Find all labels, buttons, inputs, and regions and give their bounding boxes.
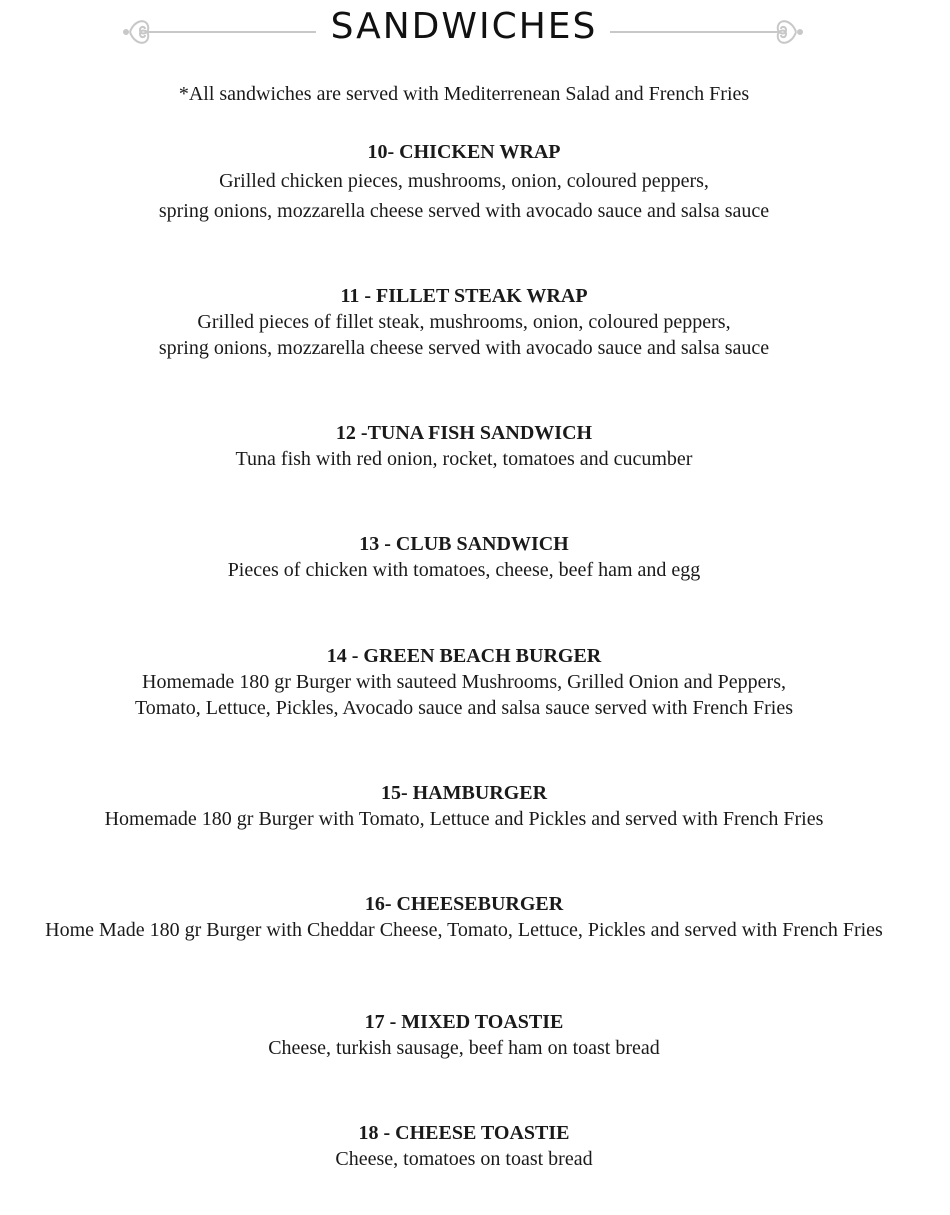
menu-item-title: 13 - CLUB SANDWICH [359, 533, 569, 555]
menu-item-title: 18 - CHEESE TOASTIE [358, 1122, 570, 1144]
menu-item-title: 15- HAMBURGER [380, 782, 548, 804]
menu-item [0, 283, 928, 361]
page-header [0, 0, 950, 62]
menu-item-description: Home Made 180 gr Burger with Cheddar Cheese, Tomato, Lettuce, Pickles and served with French Fries [45, 919, 883, 941]
menu-item [0, 643, 928, 721]
menu-item-title: 17 - MIXED TOASTIE [364, 1011, 564, 1033]
menu-item-description: Cheese, tomatoes on toast bread [335, 1148, 593, 1170]
menu-item-description: Homemade 180 gr Burger with Tomato, Lettuce and Pickles and served with French Fries [104, 808, 824, 830]
menu-item-title: 14 - GREEN BEACH BURGER [326, 645, 602, 667]
menu-item-title: 10- CHICKEN WRAP [367, 141, 561, 163]
menu-item [0, 891, 928, 943]
menu-item-title: 11 - FILLET STEAK WRAP [340, 285, 588, 307]
ornamental-scroll-icon [610, 12, 810, 52]
menu-item-description: Tomato, Lettuce, Pickles, Avocado sauce and salsa sauce served with French Fries [134, 697, 794, 719]
menu-item-description: spring onions, mozzarella cheese served with avocado sauce and salsa sauce [158, 200, 770, 222]
menu-note: *All sandwiches are served with Mediterrenean Salad and French Fries [178, 83, 750, 105]
menu-item-description: Pieces of chicken with tomatoes, cheese, beef ham and egg [227, 559, 701, 581]
menu-item-description: Grilled pieces of fillet steak, mushrooms, onion, coloured peppers, [197, 311, 731, 333]
menu-item-title: 12 -TUNA FISH SANDWICH [335, 422, 593, 444]
menu-item-description: Tuna fish with red onion, rocket, tomatoes and cucumber [235, 448, 693, 470]
menu-item [0, 1009, 928, 1061]
menu-item [0, 1120, 928, 1172]
menu-item-description: Homemade 180 gr Burger with sauteed Mushrooms, Grilled Onion and Peppers, [142, 671, 786, 693]
menu-item [0, 420, 928, 472]
menu-item [0, 531, 928, 583]
menu-item [0, 780, 928, 832]
menu-item [0, 139, 928, 227]
page-title: SANDWICHES [330, 6, 598, 47]
menu-item-title: 16- CHEESEBURGER [364, 893, 564, 915]
menu-item-description: spring onions, mozzarella cheese served with avocado sauce and salsa sauce [158, 337, 770, 359]
menu-item-description: Cheese, turkish sausage, beef ham on toast bread [268, 1037, 660, 1059]
menu-item-description: Grilled chicken pieces, mushrooms, onion, coloured peppers, [219, 170, 709, 192]
